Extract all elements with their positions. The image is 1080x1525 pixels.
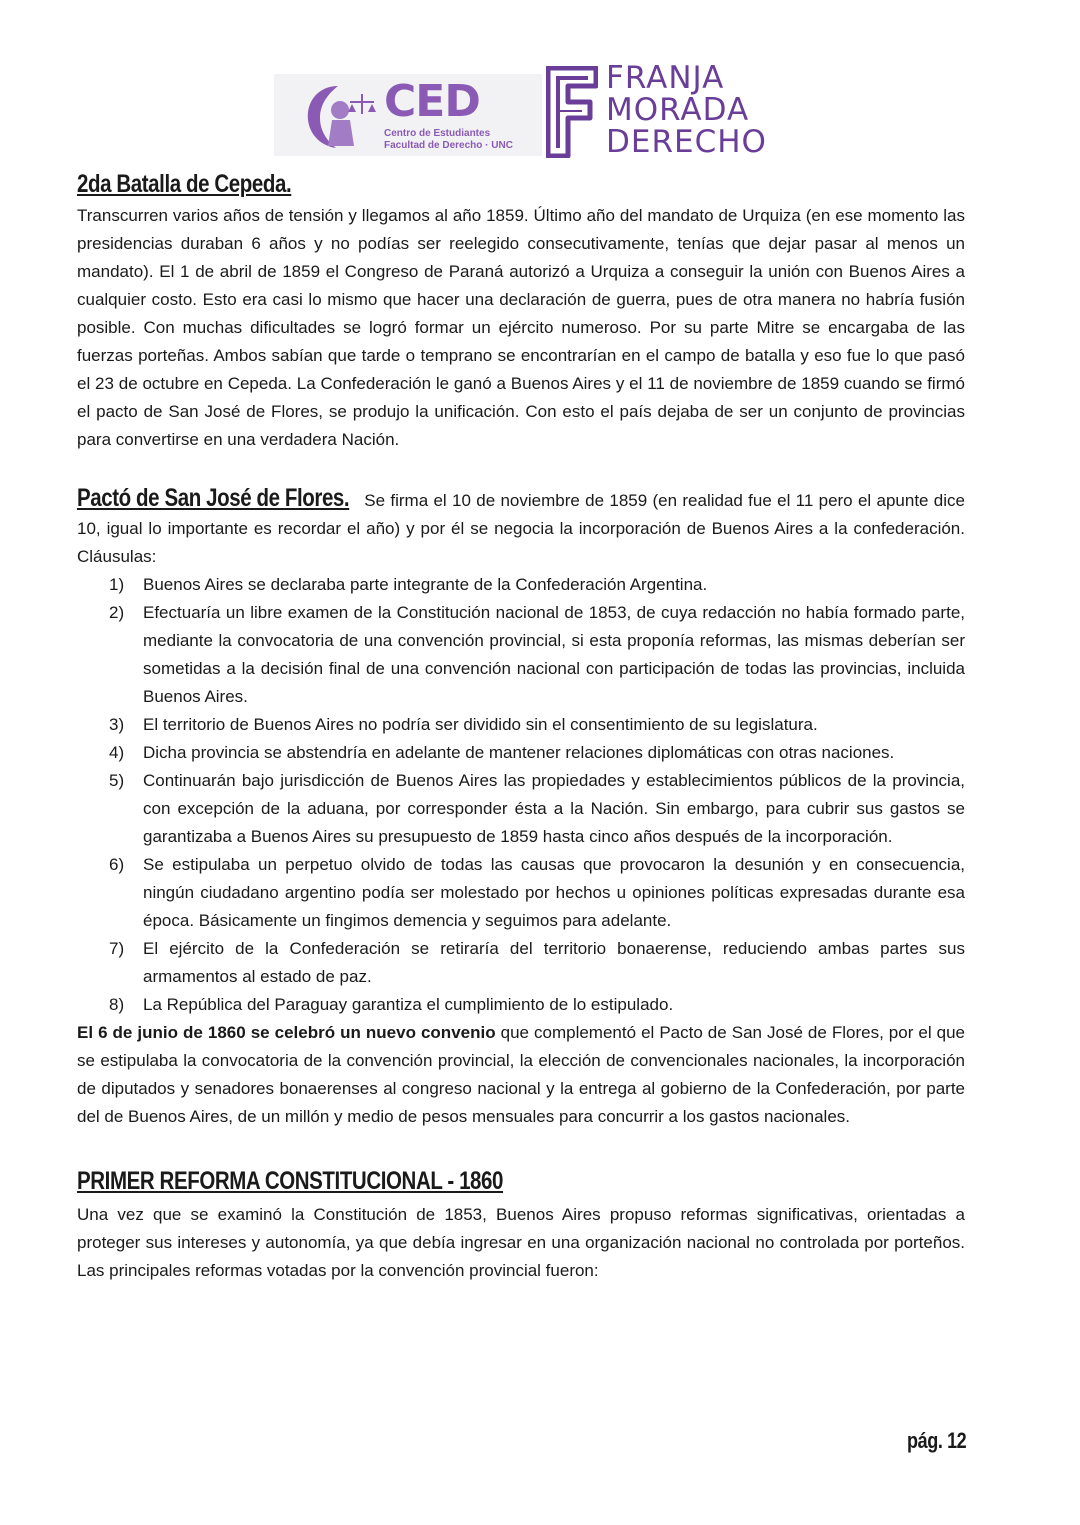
bold-lead: El 6 de junio de 1860 se celebró un nuevo convenio (77, 1023, 496, 1042)
list-number: 7) (109, 939, 125, 958)
list-number: 8) (109, 995, 125, 1014)
document-body (77, 168, 965, 1285)
list-item (77, 599, 965, 711)
justice-emblem-icon (298, 80, 378, 152)
list-item (77, 935, 965, 991)
list-text: Dicha provincia se abstendría en adelante de mantener relaciones diplomáticas con otras naciones. (143, 743, 895, 762)
page-number: pág. 12 (906, 1428, 966, 1453)
section-title: 2da Batalla de Cepeda. (77, 170, 292, 198)
ced-subtitle-line: Centro de Estudiantes (384, 128, 491, 139)
ced-subtitle-line: Facultad de Derecho · UNC (384, 140, 513, 151)
list-item (77, 851, 965, 935)
paragraph-convenio (77, 1019, 965, 1131)
franja-morada-text (606, 62, 767, 158)
list-number: 2) (109, 603, 125, 622)
list-text: La República del Paraguay garantiza el cumplimiento de lo estipulado. (143, 995, 674, 1014)
section-pacto (77, 484, 965, 1131)
franja-line: DERECHO (606, 124, 767, 160)
paragraph-text: que complementó el Pacto de San José de Flores, por el que se estipulaba la convocatoria de la convención provincial, la elección de convencionales nacionales, la incorporación de diputados y senadores bonaerenses al congreso nacional y la entrega al gobierno de la Confederación, por parte del de Buenos Aires, de un millón y medio de pesos mensuales para concurrir a los gastos nacionales. (77, 1023, 966, 1126)
header-logos (274, 62, 774, 158)
list-text: Continuarán bajo jurisdicción de Buenos Aires las propiedades y establecimientos públicos de la provincia, con excepción de la aduana, por corresponder ésta a la Nación. Sin embargo, para cubrir sus gastos se garantizaba a Buenos Aires su presupuesto de 1859 hasta cinco años después de la incorporación. (143, 771, 965, 846)
ced-letters: CED (384, 76, 480, 127)
paragraph: Una vez que se examinó la Constitución de 1853, Buenos Aires propuso reformas significativas, orientadas a proteger sus intereses y autonomía, ya que debía ingresar en una organización nacional no controlada por porteños. Las principales reformas votadas por la convención provincial fueron: (77, 1205, 965, 1280)
list-item (77, 767, 965, 851)
list-text: El territorio de Buenos Aires no podría ser dividido sin el consentimiento de su legislatura. (143, 715, 818, 734)
ced-logo (274, 74, 542, 156)
franja-morada-f-icon (546, 66, 598, 158)
list-item (77, 711, 965, 739)
section-title: Pactó de San José de Flores. (77, 484, 350, 512)
section-reforma (77, 1161, 965, 1285)
list-number: 1) (109, 575, 125, 594)
franja-line: MORADA (606, 92, 750, 128)
clauses-list (77, 571, 965, 1019)
paragraph: Se firma el 10 de noviembre de 1859 (en realidad fue el 11 pero el apunte dice 10, igual lo importante es recordar el año) y por él se negocia la incorporación de Buenos Aires a la confederación. Cláusulas: (77, 491, 965, 566)
list-text: Buenos Aires se declaraba parte integrante de la Confederación Argentina. (143, 575, 708, 594)
list-number: 5) (109, 771, 125, 790)
list-item (77, 991, 965, 1019)
list-item (77, 739, 965, 767)
list-text: Efectuaría un libre examen de la Constitución nacional de 1853, de cuya redacción no había formado parte, mediante la convocatoria de una convención provincial, si esta proponía reformas, las mismas deberían ser sometidas a la decisión final de una convención nacional con participación de todas las provincias, incluida Buenos Aires. (143, 603, 965, 706)
list-number: 3) (109, 715, 125, 734)
list-number: 6) (109, 855, 125, 874)
section-title: PRIMER REFORMA CONSTITUCIONAL - 1860 (77, 1167, 504, 1195)
list-text: Se estipulaba un perpetuo olvido de todas las causas que provocaron la desunión y en consecuencia, ningún ciudadano argentino podía ser molestado por hechos u opiniones políticas expresadas durante esa época. Básicamente un fingimos demencia y seguimos para adelante. (143, 855, 965, 930)
list-number: 4) (109, 743, 125, 762)
section-cepeda (77, 168, 965, 454)
paragraph: Transcurren varios años de tensión y llegamos al año 1859. Último año del mandato de Urquiza (en ese momento las presidencias duraban 6 años y no podías ser reelegido consecutivamente, tenías que dejar pasar al menos un mandato). El 1 de abril de 1859 el Congreso de Paraná autorizó a Urquiza a conseguir la unión con Buenos Aires a cualquier costo. Esto era casi lo mismo que hacer una declaración de guerra, pues de otra manera no habría fusión posible. Con muchas dificultades se logró formar un ejército numeroso. Por su parte Mitre se encargaba de las fuerzas porteñas. Ambos sabían que tarde o temprano se encontrarían en el campo de batalla y eso fue lo que pasó el 23 de octubre en Cepeda. La Confederación le ganó a Buenos Aires y el 11 de noviembre de 1859 cuando se firmó el pacto de San José de Flores, se produjo la unificación. Con esto el país dejaba de ser un conjunto de provincias para convertirse en una verdadera Nación. (77, 206, 965, 449)
ced-subtitle (384, 128, 513, 152)
list-item (77, 571, 965, 599)
franja-line: FRANJA (606, 60, 725, 96)
list-text: El ejército de la Confederación se retiraría del territorio bonaerense, reduciendo ambas partes sus armamentos al estado de paz. (143, 939, 965, 986)
